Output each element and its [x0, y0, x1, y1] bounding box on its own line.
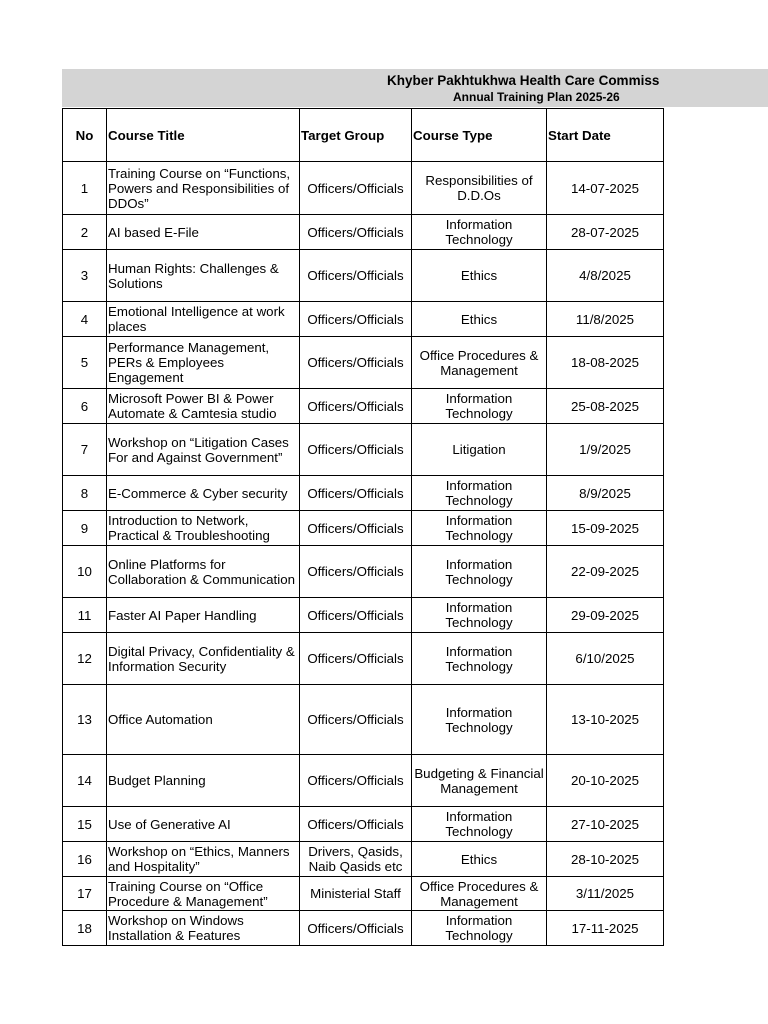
- table-row: [63, 424, 664, 476]
- cell-course-title: Workshop on “Litigation Cases For and Against Government”: [107, 424, 300, 476]
- table-row: [63, 842, 664, 877]
- cell-target-group: Officers/Officials: [300, 911, 412, 946]
- cell-no: 9: [63, 511, 107, 546]
- table-row: [63, 389, 664, 424]
- cell-no: 18: [63, 911, 107, 946]
- cell-course-type: Office Procedures & Management: [412, 877, 547, 911]
- column-header-start-date: Start Date: [547, 109, 664, 162]
- cell-target-group: Officers/Officials: [300, 685, 412, 755]
- cell-course-title: Human Rights: Challenges & Solutions: [107, 250, 300, 302]
- cell-no: 16: [63, 842, 107, 877]
- cell-target-group: Officers/Officials: [300, 546, 412, 598]
- cell-course-type: Litigation: [412, 424, 547, 476]
- cell-target-group: Officers/Officials: [300, 598, 412, 633]
- cell-course-title: Emotional Intelligence at work places: [107, 302, 300, 337]
- cell-no: 14: [63, 755, 107, 807]
- cell-course-type: Budgeting & Financial Management: [412, 755, 547, 807]
- cell-course-type: Information Technology: [412, 389, 547, 424]
- cell-course-title: Microsoft Power BI & Power Automate & Camtesia studio: [107, 389, 300, 424]
- table-row: [63, 598, 664, 633]
- cell-target-group: Officers/Officials: [300, 755, 412, 807]
- cell-course-type: Office Procedures & Management: [412, 337, 547, 389]
- cell-target-group: Officers/Officials: [300, 162, 412, 215]
- cell-target-group: Ministerial Staff: [300, 877, 412, 911]
- cell-start-date: 14-07-2025: [547, 162, 664, 215]
- cell-start-date: 3/11/2025: [547, 877, 664, 911]
- cell-start-date: 6/10/2025: [547, 633, 664, 685]
- table-row: [63, 476, 664, 511]
- cell-start-date: 18-08-2025: [547, 337, 664, 389]
- cell-no: 13: [63, 685, 107, 755]
- table-row: [63, 215, 664, 250]
- table-row: [63, 877, 664, 911]
- cell-course-type: Ethics: [412, 842, 547, 877]
- cell-course-title: E-Commerce & Cyber security: [107, 476, 300, 511]
- table-row: [63, 546, 664, 598]
- cell-course-type: Information Technology: [412, 598, 547, 633]
- table-row: [63, 162, 664, 215]
- cell-course-type: Information Technology: [412, 215, 547, 250]
- cell-course-type: Ethics: [412, 302, 547, 337]
- cell-target-group: Officers/Officials: [300, 389, 412, 424]
- cell-target-group: Drivers, Qasids, Naib Qasids etc: [300, 842, 412, 877]
- cell-no: 4: [63, 302, 107, 337]
- cell-start-date: 13-10-2025: [547, 685, 664, 755]
- cell-course-type: Information Technology: [412, 807, 547, 842]
- table-row: [63, 755, 664, 807]
- cell-course-type: Information Technology: [412, 633, 547, 685]
- cell-course-title: Digital Privacy, Confidentiality & Information Security: [107, 633, 300, 685]
- table-row: [63, 511, 664, 546]
- cell-course-title: Faster AI Paper Handling: [107, 598, 300, 633]
- cell-course-title: AI based E-File: [107, 215, 300, 250]
- table-row: [63, 250, 664, 302]
- cell-no: 11: [63, 598, 107, 633]
- table-row: [63, 302, 664, 337]
- cell-course-title: Workshop on “Ethics, Manners and Hospitality”: [107, 842, 300, 877]
- plan-title: Annual Training Plan 2025-26: [453, 90, 620, 104]
- cell-start-date: 1/9/2025: [547, 424, 664, 476]
- cell-no: 12: [63, 633, 107, 685]
- cell-start-date: 11/8/2025: [547, 302, 664, 337]
- organization-title: Khyber Pakhtukhwa Health Care Commiss: [387, 73, 660, 88]
- cell-course-title: Office Automation: [107, 685, 300, 755]
- cell-start-date: 4/8/2025: [547, 250, 664, 302]
- cell-no: 1: [63, 162, 107, 215]
- cell-no: 7: [63, 424, 107, 476]
- cell-course-title: Budget Planning: [107, 755, 300, 807]
- cell-target-group: Officers/Officials: [300, 424, 412, 476]
- cell-course-type: Information Technology: [412, 546, 547, 598]
- training-plan-table: [62, 108, 664, 946]
- column-header-target-group: Target Group: [300, 109, 412, 162]
- cell-target-group: Officers/Officials: [300, 337, 412, 389]
- table-row: [63, 685, 664, 755]
- cell-start-date: 22-09-2025: [547, 546, 664, 598]
- cell-course-type: Ethics: [412, 250, 547, 302]
- cell-start-date: 17-11-2025: [547, 911, 664, 946]
- cell-target-group: Officers/Officials: [300, 476, 412, 511]
- cell-course-title: Performance Management, PERs & Employees Engagement: [107, 337, 300, 389]
- cell-course-title: Introduction to Network, Practical & Troubleshooting: [107, 511, 300, 546]
- cell-course-title: Workshop on Windows Installation & Features: [107, 911, 300, 946]
- cell-target-group: Officers/Officials: [300, 302, 412, 337]
- cell-course-type: Responsibilities of D.D.Os: [412, 162, 547, 215]
- cell-target-group: Officers/Officials: [300, 250, 412, 302]
- table-row: [63, 633, 664, 685]
- table-row: [63, 911, 664, 946]
- cell-no: 15: [63, 807, 107, 842]
- cell-start-date: 28-07-2025: [547, 215, 664, 250]
- cell-course-type: Information Technology: [412, 911, 547, 946]
- cell-course-type: Information Technology: [412, 476, 547, 511]
- cell-start-date: 27-10-2025: [547, 807, 664, 842]
- header-band: [62, 69, 768, 107]
- cell-start-date: 20-10-2025: [547, 755, 664, 807]
- column-header-course-type: Course Type: [412, 109, 547, 162]
- cell-no: 17: [63, 877, 107, 911]
- cell-course-type: Information Technology: [412, 685, 547, 755]
- table-row: [63, 807, 664, 842]
- cell-course-title: Use of Generative AI: [107, 807, 300, 842]
- cell-no: 2: [63, 215, 107, 250]
- cell-no: 3: [63, 250, 107, 302]
- cell-no: 10: [63, 546, 107, 598]
- cell-start-date: 28-10-2025: [547, 842, 664, 877]
- cell-no: 6: [63, 389, 107, 424]
- column-header-course-title: Course Title: [107, 109, 300, 162]
- cell-course-title: Training Course on “Functions, Powers and Responsibilities of DDOs”: [107, 162, 300, 215]
- cell-no: 5: [63, 337, 107, 389]
- cell-start-date: 8/9/2025: [547, 476, 664, 511]
- cell-no: 8: [63, 476, 107, 511]
- cell-target-group: Officers/Officials: [300, 511, 412, 546]
- cell-start-date: 25-08-2025: [547, 389, 664, 424]
- cell-target-group: Officers/Officials: [300, 215, 412, 250]
- cell-target-group: Officers/Officials: [300, 633, 412, 685]
- table-row: [63, 337, 664, 389]
- cell-course-title: Training Course on “Office Procedure & Management”: [107, 877, 300, 911]
- cell-course-type: Information Technology: [412, 511, 547, 546]
- cell-start-date: 29-09-2025: [547, 598, 664, 633]
- cell-course-title: Online Platforms for Collaboration & Communication: [107, 546, 300, 598]
- cell-target-group: Officers/Officials: [300, 807, 412, 842]
- table-header-row: [63, 109, 664, 162]
- cell-start-date: 15-09-2025: [547, 511, 664, 546]
- column-header-no: No: [63, 109, 107, 162]
